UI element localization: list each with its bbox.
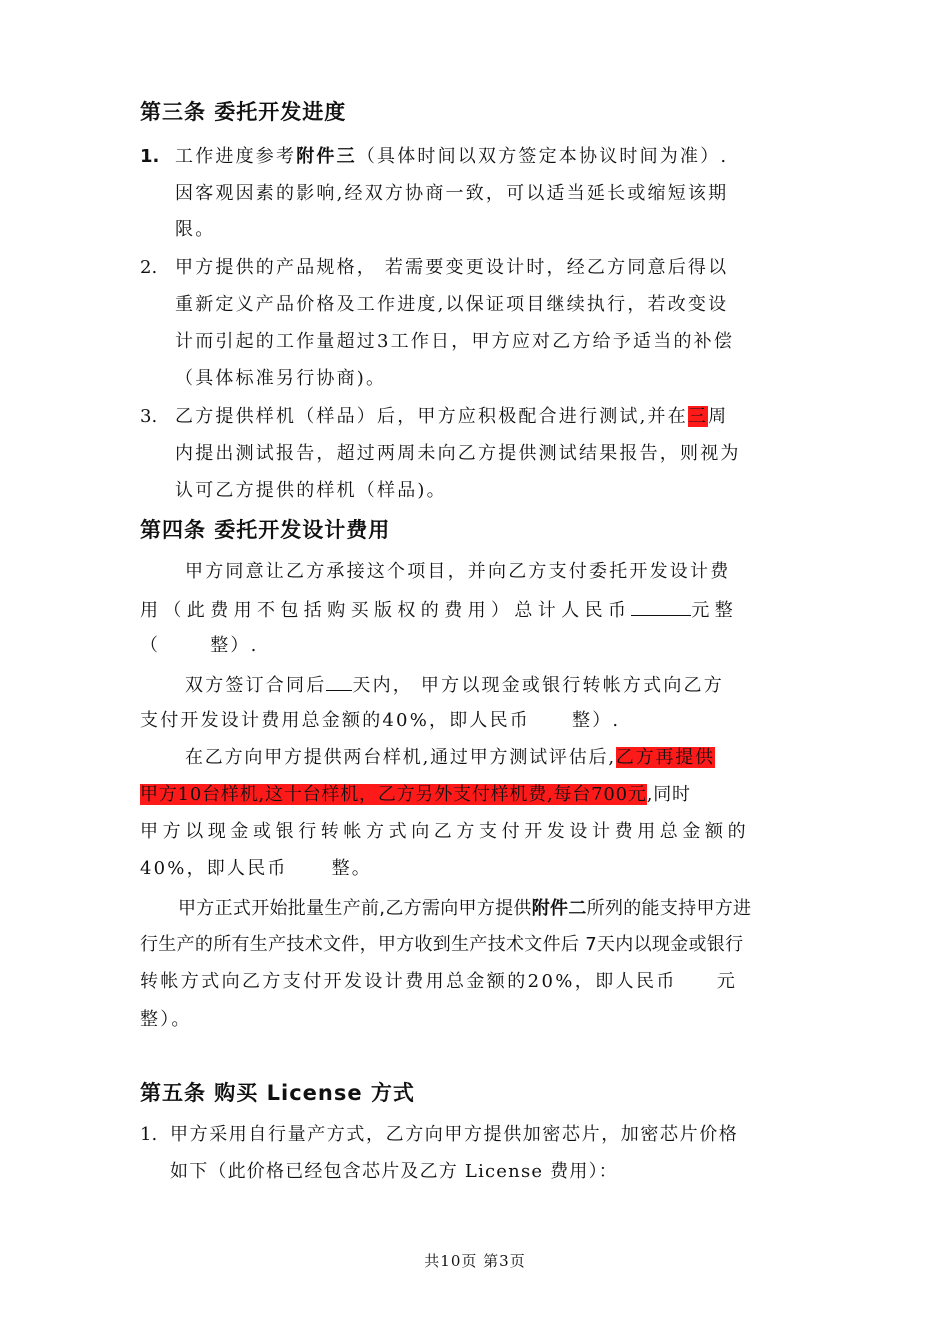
item-number: 1. bbox=[140, 1124, 158, 1145]
highlighted-text: 三 bbox=[687, 406, 709, 427]
text: 双方签订合同后 bbox=[185, 675, 327, 696]
paragraph-line bbox=[175, 145, 786, 169]
text: 工作进度参考 bbox=[175, 146, 297, 167]
paragraph-line: 计而引起的工作量超过3工作日，甲方应对乙方给予适当的补偿 bbox=[175, 331, 735, 352]
appendix-ref: 附件二 bbox=[531, 898, 587, 919]
paragraph-line: 甲方提供的产品规格， 若需要变更设计时，经乙方同意后得以 bbox=[175, 257, 729, 278]
paragraph-line bbox=[140, 857, 786, 881]
text: 天内， 甲方以现金或银行转帐方式向乙方 bbox=[352, 675, 724, 696]
paragraph-line: 甲方采用自行量产方式，乙方向甲方提供加密芯片，加密芯片价格 bbox=[170, 1124, 739, 1145]
paragraph-line: 如下（此价格已经包含芯片及乙方 License 费用）： bbox=[170, 1161, 618, 1182]
page-footer: 共10页 第3页 bbox=[424, 1252, 526, 1270]
text: 所列的能支持甲方进 bbox=[586, 898, 752, 919]
paragraph-line bbox=[140, 746, 786, 770]
text: 在乙方向甲方提供两台样机,通过甲方测试评估后, bbox=[185, 747, 616, 768]
text: 周 bbox=[708, 406, 729, 427]
text: 甲方正式开始批量生产前,乙方需向甲方提供 bbox=[178, 898, 532, 919]
paragraph-line: 行生产的所有生产技术文件，甲方收到生产技术文件后 7天内以现金或银行 bbox=[140, 934, 744, 955]
text: 乙方提供样机（样品）后，甲方应积极配合进行测试,并在 bbox=[175, 406, 688, 427]
section-3-title: 第三条 委托开发进度 bbox=[140, 100, 347, 124]
paragraph-line: 甲方以现金或银行转帐方式向乙方支付开发设计费用总金额的 bbox=[140, 821, 751, 842]
text: 用（此费用不包括购买版权的费用）总计人民币 bbox=[140, 600, 632, 621]
highlighted-text: 乙方再提供 bbox=[615, 747, 715, 768]
paragraph-line: 重新定义产品价格及工作进度,以保证项目继续执行，若改变设 bbox=[175, 294, 729, 315]
text: 元整 bbox=[691, 600, 739, 621]
paragraph-line: 内提出测试报告，超过两周未向乙方提供测试结果报告，则视为 bbox=[175, 443, 741, 464]
amount-blank bbox=[631, 597, 691, 616]
text: 元 bbox=[716, 971, 738, 992]
paragraph-line bbox=[140, 783, 786, 807]
section-4-title: 第四条 委托开发设计费用 bbox=[140, 518, 391, 542]
paragraph-line: 整）。 bbox=[140, 1009, 192, 1030]
appendix-ref: 附件三 bbox=[296, 146, 357, 167]
paragraph-line: 因客观因素的影响,经双方协商一致，可以适当延长或缩短该期 bbox=[175, 183, 729, 204]
section-5-title: 第五条 购买 License 方式 bbox=[140, 1081, 415, 1105]
item-number: 3. bbox=[140, 406, 158, 427]
paragraph-line bbox=[140, 634, 786, 658]
item-number: 2. bbox=[140, 257, 158, 278]
item-number: 1. bbox=[140, 146, 160, 167]
paragraph-line: 甲方同意让乙方承接这个项目，并向乙方支付委托开发设计费 bbox=[185, 561, 731, 582]
days-blank bbox=[326, 672, 352, 691]
text: 转帐方式向乙方支付开发设计费用总金额的20%，即人民币 bbox=[140, 971, 677, 992]
text: ,同时 bbox=[646, 784, 691, 805]
highlighted-text: 甲方10台样机,这十台样机，乙方另外支付样机费,每台700元 bbox=[140, 784, 647, 805]
paragraph-line bbox=[175, 405, 786, 429]
text: 整）. bbox=[572, 710, 621, 731]
paragraph-line bbox=[140, 970, 786, 994]
text: （具体时间以双方签定本协议时间为准）. bbox=[356, 146, 729, 167]
paragraph-line bbox=[140, 897, 786, 921]
text: 40%，即人民币 bbox=[140, 858, 288, 879]
text: 整。 bbox=[331, 858, 373, 879]
text: 整）. bbox=[210, 635, 259, 656]
text: 支付开发设计费用总金额的40%，即人民币 bbox=[140, 710, 531, 731]
paragraph-line: 认可乙方提供的样机（样品)。 bbox=[175, 480, 447, 501]
text: （ bbox=[140, 635, 161, 656]
paragraph-line: （具体标准另行协商)。 bbox=[175, 368, 387, 389]
paragraph-line: 限。 bbox=[175, 219, 216, 240]
paragraph-line bbox=[140, 709, 786, 733]
paragraph-line bbox=[140, 672, 786, 698]
paragraph-line bbox=[140, 597, 786, 623]
